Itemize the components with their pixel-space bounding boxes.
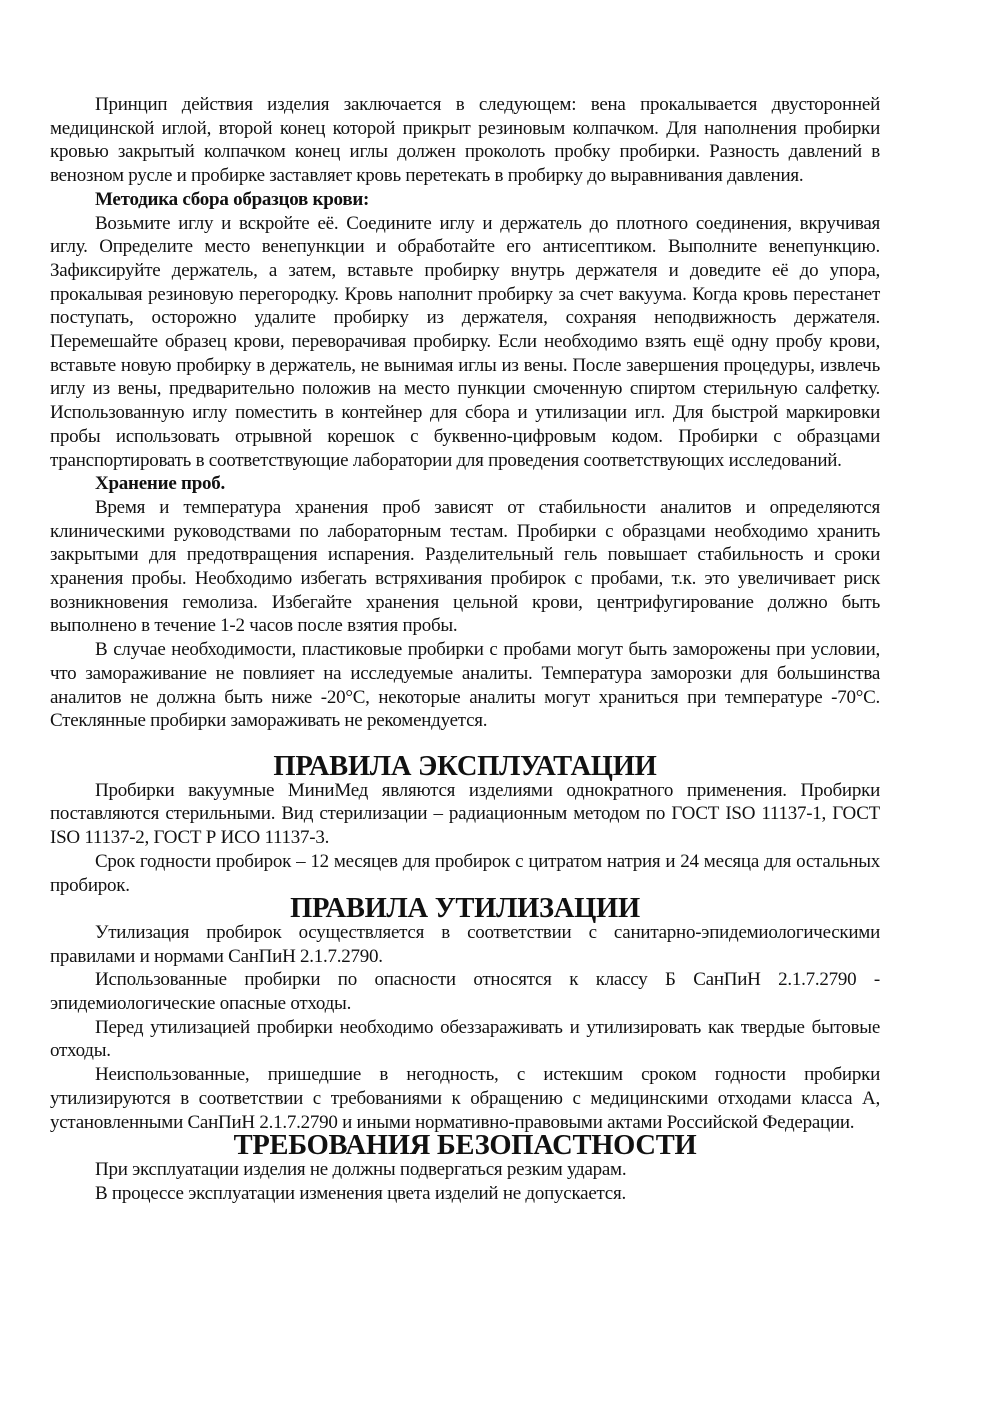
paragraph-disposal-sanpin: Утилизация пробирок осуществляется в соответствии с санитарно-эпидемиологическими правилами и нормами СанПиН 2.1.7.2790. bbox=[50, 921, 880, 967]
subheading-blood-sampling-method: Методика сбора образцов крови: bbox=[95, 188, 370, 210]
paragraph-single-use-sterilization: Пробирки вакуумные МиниМед являются изделиями однократного применения. Пробирки поставляются стерильными. Вид стерилизации – радиационным методом по ГОСТ ISO 11137-1, ГОСТ ISO 11137-2, ГОСТ Р ИСО 11137-3. bbox=[50, 779, 880, 849]
paragraph-no-color-change: В процессе эксплуатации изменения цвета изделий не допускается. bbox=[95, 1182, 626, 1204]
paragraph-unused-tubes-class-a: Неиспользованные, пришедшие в негодность, с истекшим сроком годности пробирки утилизируются в соответствии с требованиями к обращению с медицинскими отходами класса А, установленными СанПиН 2.1.7.2790 и иными нормативно-правовыми актами Российской Федерации. bbox=[50, 1064, 880, 1133]
document-body bbox=[50, 93, 880, 1205]
section-heading-disposal-rules: ПРАВИЛА УТИЛИЗАЦИИ bbox=[290, 893, 640, 925]
paragraph-no-sharp-impacts: При эксплуатации изделия не должны подвергаться резким ударам. bbox=[95, 1158, 627, 1180]
paragraph-sampling-procedure: Возьмите иглу и вскройте её. Соедините иглу и держатель до плотного соединения, вкручивая иглу. Определите место венепункции и обработайте его антисептиком. Выполните венепункцию. Зафиксируйте держатель, а затем, вставьте пробирку внутрь держателя и доведите её до упора, прокалывая резиновую перегородку. Кровь наполнит пробирку за счет вакуума. Когда кровь перестанет поступать, осторожно удалите пробирку из держателя, сохраняя неподвижность держателя. Перемешайте образец крови, переворачивая пробирку. Если необходимо взять ещё одну пробу крови, вставьте новую пробирку в держатель, не вынимая иглы из вены. После завершения процедуры, извлечь иглу из вены, предварительно положив на место пункции смоченную спиртом стерильную салфетку. Использованную иглу поместить в контейнер для сбора и утилизации игл. Для быстрой маркировки пробы использовать отрывной корешок с буквенно-цифровым кодом. Пробирки с образцами транспортировать в соответствующие лаборатории для проведения соответствующих исследований. bbox=[50, 212, 880, 471]
subheading-sample-storage: Хранение проб. bbox=[95, 473, 226, 495]
section-heading-safety-requirements: ТРЕБОВАНИЯ БЕЗОПАСТНОСТИ bbox=[233, 1130, 697, 1162]
paragraph-decontamination: Перед утилизацией пробирки необходимо обеззараживать и утилизировать как твердые бытовые отходы. bbox=[50, 1016, 880, 1062]
section-heading-operation-rules: ПРАВИЛА ЭКСПЛУАТАЦИИ bbox=[273, 750, 657, 782]
paragraph-freezing: В случае необходимости, пластиковые пробирки с пробами могут быть заморожены при условии, что замораживание не повлияет на исследуемые аналиты. Температура заморозки для большинства аналитов не должна быть ниже -20°С, некоторые аналиты могут храниться при температуре -70°С. Стеклянные пробирки замораживать не рекомендуется. bbox=[50, 639, 880, 732]
paragraph-used-tubes-class-b: Использованные пробирки по опасности относятся к классу Б СанПиН 2.1.7.2790 - эпидемиологические опасные отходы. bbox=[50, 969, 880, 1015]
paragraph-principle: Принцип действия изделия заключается в следующем: вена прокалывается двусторонней медицинской иглой, второй конец которой прикрыт резиновым колпачком. Для наполнения пробирки кровью закрытый колпачком конец иглы должен проколоть пробку пробирки. Разность давлений в венозном русле и пробирке заставляет кровь перетекать в пробирку до выравнивания давления. bbox=[50, 94, 880, 187]
paragraph-storage-conditions: Время и температура хранения проб зависят от стабильности аналитов и определяются клиническими руководствами по лабораторным тестам. Пробирки с образцами необходимо хранить закрытыми для предотвращения испарения. Разделительный гель повышает стабильность и сроки хранения пробы. Необходимо избегать встряхивания пробирок с пробами, т.к. это увеличивает риск возникновения гемолиза. Избегайте хранения цельной крови, центрифугирование должно быть выполнено в течение 1-2 часов после взятия пробы. bbox=[50, 496, 880, 637]
paragraph-shelf-life: Срок годности пробирок – 12 месяцев для пробирок с цитратом натрия и 24 месяца для остальных пробирок. bbox=[50, 850, 880, 896]
